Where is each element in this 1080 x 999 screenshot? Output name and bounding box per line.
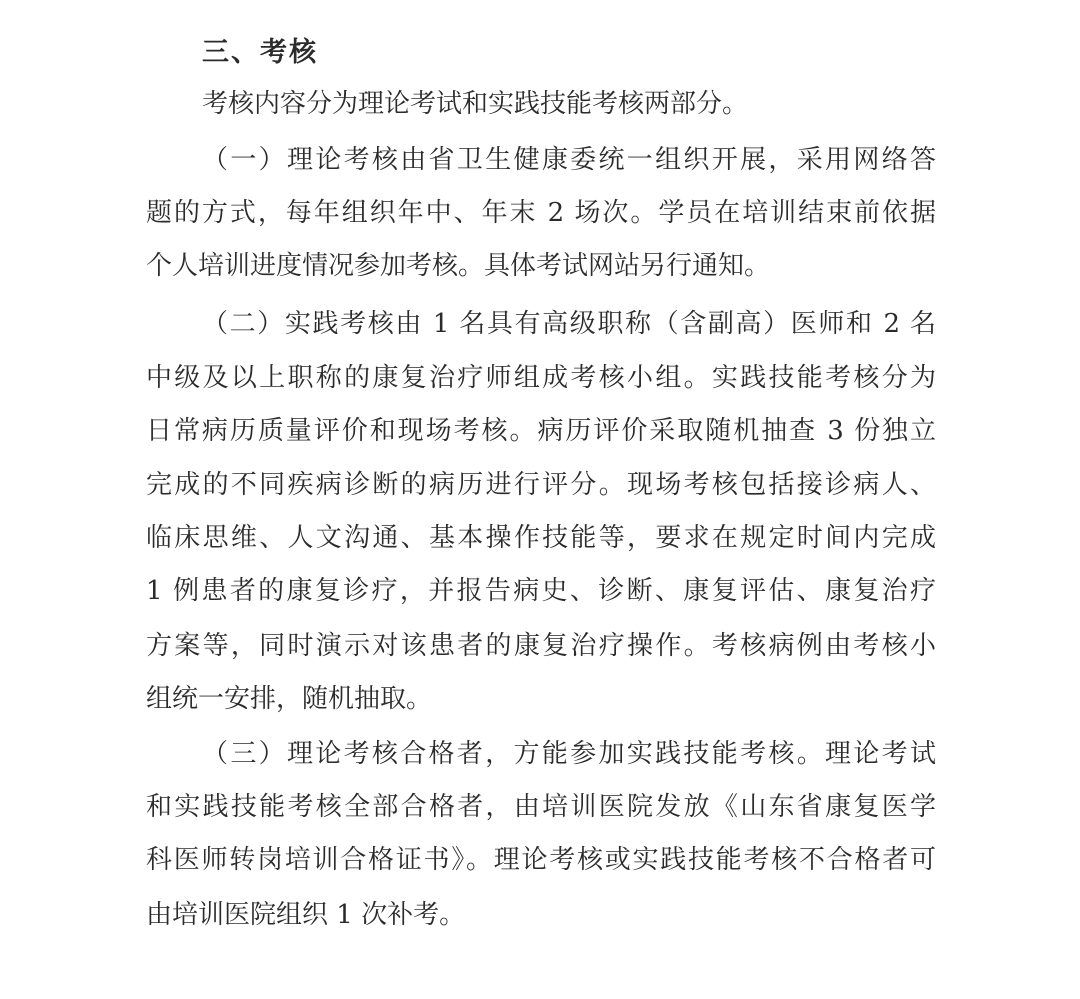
paragraph-line: 题的方式，每年组织年中、年末 2 场次。学员在培训结束前依据 [146, 198, 936, 228]
paragraph-line: 和实践技能考核全部合格者，由培训医院发放《山东省康复医学 [146, 792, 936, 822]
paragraph-line: 完成的不同疾病诊断的病历进行评分。现场考核包括接诊病人、 [146, 470, 936, 500]
paragraph-line: 临床思维、人文沟通、基本操作技能等，要求在规定时间内完成 [146, 523, 936, 553]
section-heading: 三、考核 [202, 37, 318, 68]
paragraph-line: 中级及以上职称的康复治疗师组成考核小组。实践技能考核分为 [146, 363, 936, 393]
paragraph-line: （三）理论考核合格者，方能参加实践技能考核。理论考试 [202, 739, 936, 769]
paragraph-line: （一）理论考核由省卫生健康委统一组织开展，采用网络答 [202, 145, 936, 175]
paragraph-line: 1 例患者的康复诊疗，并报告病史、诊断、康复评估、康复治疗 [146, 576, 936, 606]
paragraph-line: 方案等，同时演示对该患者的康复治疗操作。考核病例由考核小 [146, 631, 936, 661]
paragraph-line: 科医师转岗培训合格证书》。理论考核或实践技能考核不合格者可 [146, 845, 936, 875]
paragraph-line: 日常病历质量评价和现场考核。病历评价采取随机抽查 3 份独立 [146, 416, 936, 446]
paragraph-line: 组统一安排，随机抽取。 [146, 684, 433, 714]
paragraph-line: 个人培训进度情况参加考核。具体考试网站另行通知。 [146, 251, 771, 281]
paragraph-line: （二）实践考核由 1 名具有高级职称（含副高）医师和 2 名 [202, 309, 936, 339]
paragraph-line: 由培训医院组织 1 次补考。 [146, 900, 466, 930]
paragraph-line-intro: 考核内容分为理论考试和实践技能考核两部分。 [202, 89, 749, 119]
